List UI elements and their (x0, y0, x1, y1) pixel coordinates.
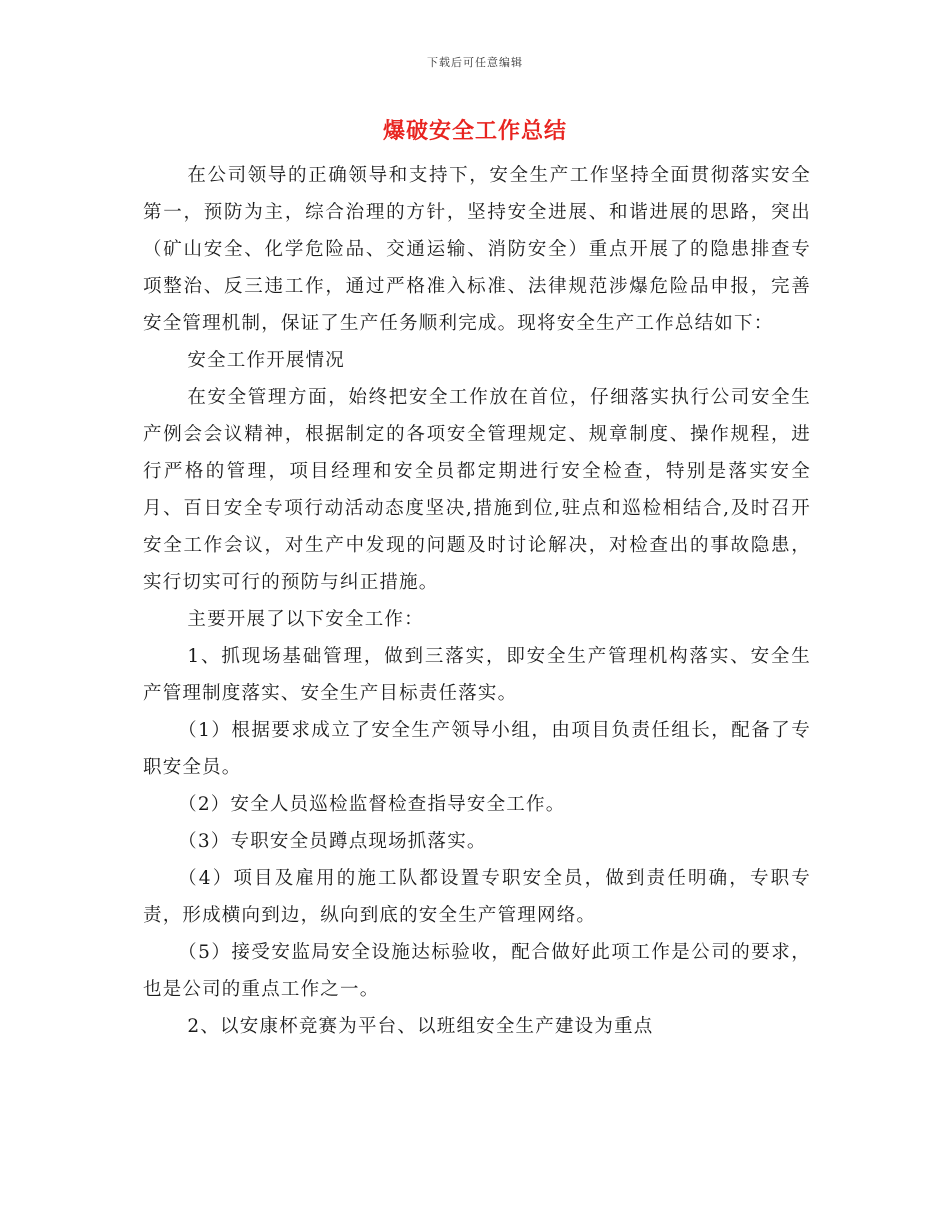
sub-item-4: （4）项目及雇用的施工队都设置专职安全员，做到责任明确，专职专责，形成横向到边，纵向到底的安全生产管理网络。 (143, 868, 811, 926)
sub-item-5: （5）接受安监局安全设施达标验收，配合做好此项工作是公司的要求，也是公司的重点工作之一。 (143, 942, 811, 1000)
list-item-2: 2、以安康杯竞赛为平台、以班组安全生产建设为重点 (187, 1016, 654, 1037)
section-heading: 安全工作开展情况 (187, 350, 345, 371)
sub-item-3: （3）专职安全员蹲点现场抓落实。 (178, 831, 487, 852)
management-paragraph: 在安全管理方面，始终把安全工作放在首位，仔细落实执行公司安全生产例会会议精神，根据制定的各项安全管理规定、规章制度、操作规程，进行严格的管理，项目经理和安全员都定期进行安全检查，特别是落实安全月、百日安全专项行动活动态度坚决,措施到位,驻点和巡检相结合,及时召开安全工作会议，对生产中发现的问题及时讨论解决，对检查出的事故隐患，实行切实可行的预防与纠正措施。 (143, 387, 811, 593)
document-body (143, 157, 811, 1045)
sub-item-1: （1）根据要求成立了安全生产领导小组，由项目负责任组长，配备了专职安全员。 (143, 720, 811, 778)
intro-paragraph: 在公司领导的正确领导和支持下，安全生产工作坚持全面贯彻落实安全第一，预防为主，综合治理的方针，坚持安全进展、和谐进展的思路，突出（矿山安全、化学危险品、交通运输、消防安全）重点开展了的隐患排查专项整治、反三违工作，通过严格准入标准、法律规范涉爆危险品申报，完善安全管理机制，保证了生产任务顺利完成。现将安全生产工作总结如下： (143, 165, 811, 334)
work-list-heading: 主要开展了以下安全工作： (187, 609, 424, 630)
page-header-note: 下载后可任意编辑 (427, 56, 523, 69)
list-item-1: 1、抓现场基础管理，做到三落实，即安全生产管理机构落实、安全生产管理制度落实、安全生产目标责任落实。 (143, 646, 811, 704)
sub-item-2: （2）安全人员巡检监督检查指导安全工作。 (178, 794, 566, 815)
document-title: 爆破安全工作总结 (382, 118, 567, 144)
